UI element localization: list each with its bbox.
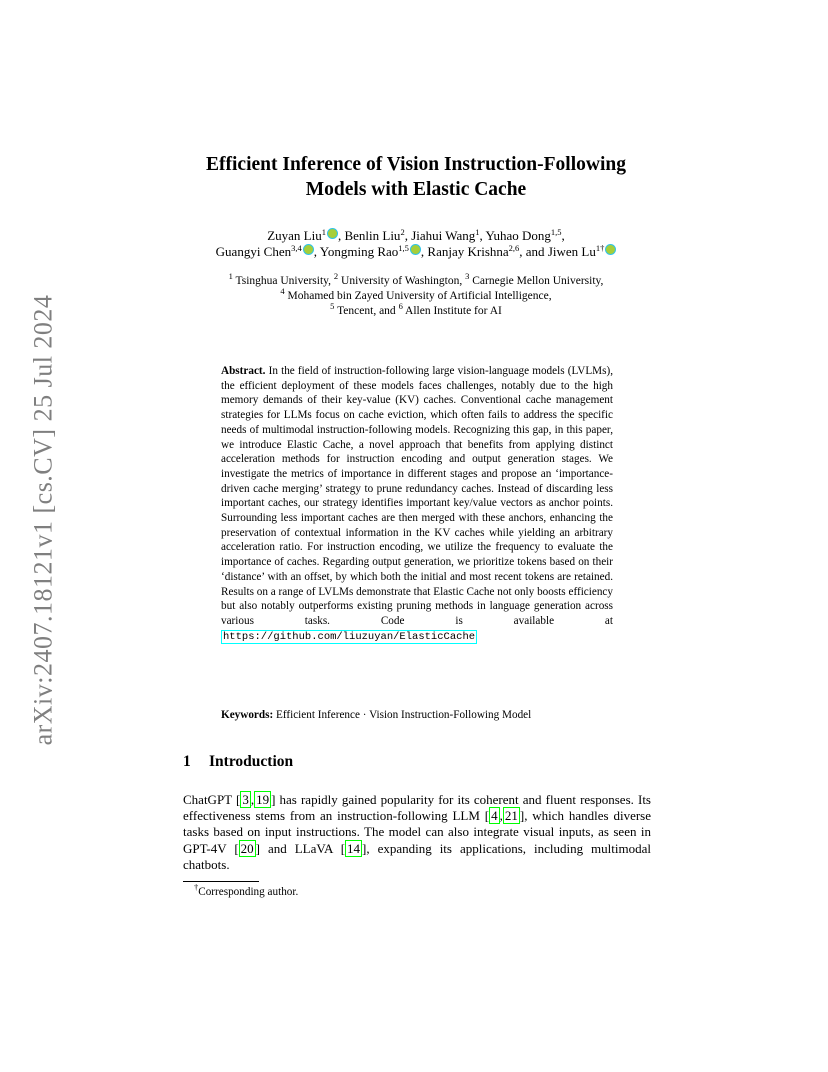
intro-paragraph: ChatGPT [ 3 , 19 ] has rapidly gained popularity for its coherent and fluent responses. Its effectiveness stems from an instruction-following LLM [ 4 , 21 ], which handles diverse tasks based on input instructions. The model can also integrate visual inputs, as seen in GPT-4V [ 20 ] and LLaVA [ 14 ], expanding its applications, including multimodal chatbots.	[183, 792, 651, 872]
orcid-icon[interactable]	[327, 228, 338, 239]
author-line-1: Zuyan Liu$^1$ , Benlin Liu$^2$, Jiahui Wang$^1$, Yuhao Dong$^{1,5}$,	[267, 227, 565, 243]
footnote	[194, 882, 299, 898]
orcid-icon[interactable]	[605, 244, 616, 255]
author-name: Yongming Rao$^{1,5}$	[320, 244, 421, 259]
section-heading	[183, 753, 643, 771]
author-line-2: Guangyi Chen$^{3,4}$ , Yongming Rao$^{1,5}$ , Ranjay Krishna$^{2,6}$, and Jiwen $Lu^{1\dagger}$	[160, 244, 672, 260]
abstract	[221, 364, 613, 644]
citation-link[interactable]: 21	[504, 808, 518, 824]
footnote-mark: †	[194, 882, 199, 892]
abstract-text: In the field of instruction-following large vision-language models (LVLMs), the efficient deployment of these models faces challenges, notably due to the high memory demands of their key-value (KV) caches. Conventional cache management strategies for LLMs focus on cache eviction, which often fails to address the specific needs of multimodal instruction-following models. Recognizing this gap, in this paper, we introduce Elastic Cache, a novel approach that benefits from applying distinct acceleration methods for instruction encoding and output generation stages. We investigate the metrics of importance in different stages and propose an ‘importance-driven cache merging’ strategy to prune redundancy caches. Instead of discarding less important caches, our strategy identifies important key/value vectors as anchor points. Surrounding less important caches are then merged with these anchors, enhancing the preservation of contextual information in the KV caches while yielding an arbitrary acceleration ratio. For instruction encoding, we utilize the frequency to evaluate the importance of caches. Regarding output generation, we prioritize tokens based on their ‘distance’ with an offset, by which both the initial and most recent tokens are retained. Results on a range of LVLMs demonstrate that Elastic Cache not only boosts efficiency but also notably outperforms existing pruning methods in language generation across various tasks. Code is available at	[221, 365, 614, 627]
citation-link[interactable]: 3	[242, 792, 249, 807]
affiliation-line-2: $^4$ Mohamed bin Zayed University of Artificial Intelligence,	[280, 286, 552, 302]
section-number: 1	[183, 753, 191, 770]
section-title: Introduction	[209, 753, 294, 770]
arxiv-side-stamp	[24, 290, 62, 750]
author-list	[160, 228, 672, 260]
affiliations	[160, 271, 672, 319]
orcid-icon[interactable]	[410, 244, 421, 255]
author-name: Yuhao Dong$^{1,5}$	[485, 227, 562, 243]
orcid-icon[interactable]	[303, 244, 314, 255]
code-link[interactable]: https://github.com/liuzuyan/ElasticCache	[223, 630, 476, 643]
arxiv-identifier: arXiv:2407.18121v1 [cs.CV] 25 Jul 2024	[28, 294, 58, 746]
author-name: Jiwen $Lu^{1\dagger}$	[548, 244, 617, 259]
citation-link[interactable]: 20	[240, 840, 254, 856]
paper-title	[150, 152, 682, 202]
author-name: Jiahui Wang$^1$	[411, 227, 480, 243]
keywords-label: Keywords:	[221, 709, 274, 721]
footnote-text: Corresponding author.	[198, 886, 299, 898]
author-name: Guangyi Chen$^{3,4}$	[216, 244, 314, 259]
author-name: Ranjay Krishna$^{2,6}$	[427, 243, 520, 259]
affiliation-line-1: $^1$ Tsinghua University, $^2$ University of Washington, $^3$ Carnegie Mellon University,	[228, 271, 604, 287]
keywords-text: Efficient Inference · Vision Instruction-Following Model	[276, 709, 532, 721]
citation-link[interactable]: 4	[491, 808, 498, 824]
author-name: Zuyan Liu$^1$	[267, 228, 338, 243]
abstract-label: Abstract.	[221, 365, 266, 377]
affiliation-line-3: $^5$ Tencent, and $^6$ Allen Institute for AI	[330, 301, 502, 317]
keywords	[221, 708, 621, 723]
title-line-1: Efficient Inference of Vision Instruction-Following	[206, 154, 626, 175]
author-name: Benlin Liu$^2$	[344, 227, 405, 243]
title-line-2: Models with Elastic Cache	[305, 179, 527, 200]
citation-link[interactable]: 14	[347, 840, 361, 856]
citation-link[interactable]: 19	[256, 792, 270, 807]
